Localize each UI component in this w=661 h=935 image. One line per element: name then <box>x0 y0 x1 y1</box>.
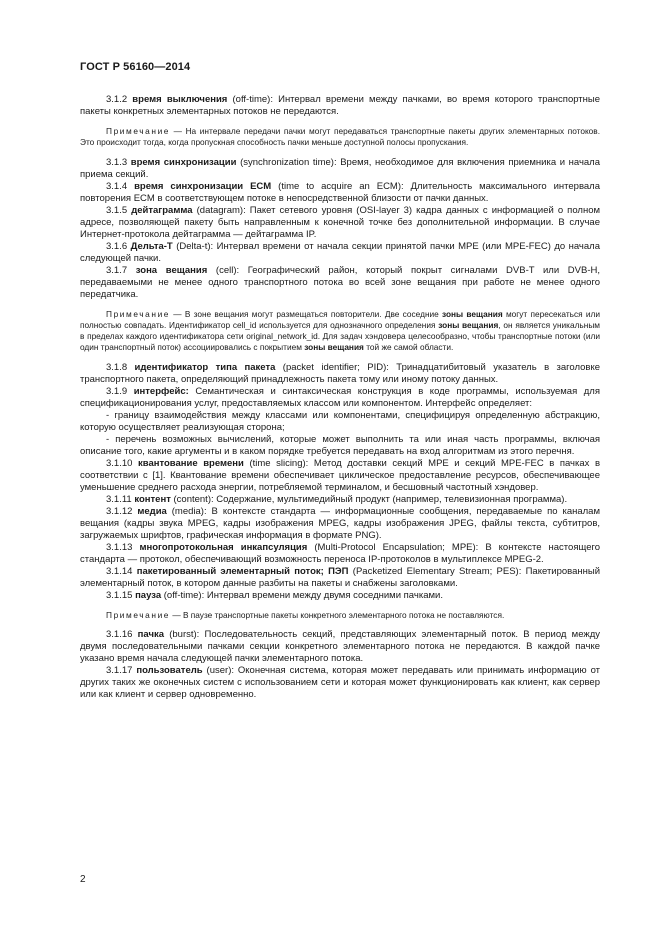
term: пауза <box>135 589 162 601</box>
note-text: — В зоне вещания могут размещаться повторители. Две соседние <box>173 308 439 319</box>
definition-3-1-3 <box>80 157 600 181</box>
term: контент <box>134 493 171 505</box>
definition-text: (user): Оконечная система, которая может передавать или принимать информацию от других таких же оконечных систем с использованием сети и которая может функционировать как клиент, как сервер или как клиент и сервер одновременно. <box>80 665 601 701</box>
definition-3-1-10 <box>80 458 600 494</box>
definition-text: (media): В контексте стандарта — информационные сообщения, передаваемые по каналам вещания (кадры звука MPEG, кадры изображения MPEG, кадры изображения JPEG, файлы текста, субтитров, загружаемых шрифтов, графическая информация в формате PNG). <box>80 505 600 541</box>
clause-number: 3.1.10 <box>106 457 133 469</box>
clause-number: 3.1.7 <box>106 264 128 276</box>
clause-number: 3.1.3 <box>106 156 128 168</box>
clause-number: 3.1.14 <box>106 565 133 577</box>
definition-text: (time slicing): Метод доставки секций MPE и секций MPE-FEC в пачках в соответствии с [1]. Квантование времени обеспечивает циклическое предоставление ресурсов, обеспечивающее уменьшение среднего расхода энергии, потребляемой терминалом, и бесшовный частотный хэндовер. <box>80 457 600 493</box>
term: интерфейс: <box>133 385 189 397</box>
definition-text: Семантическая и синтаксическая конструкция в коде программы, используемая для спецификационирования услуг, предоставляемых классом или компонентом. Интерфейс определяет: <box>80 385 600 409</box>
definition-text: (Multi-Protocol Encapsulation; MPE): В контексте настоящего стандарта — протокол, обеспечивающий возможность переноса IP-протоколов в мультиплексе MPEG-2. <box>80 541 601 565</box>
document-body <box>80 94 600 701</box>
note-3-1-15 <box>80 610 600 621</box>
term: Дельта-Т <box>130 240 173 252</box>
definition-text: (off-time): Интервал времени между двумя соседними пачками. <box>163 589 443 601</box>
definition-text: (packet identifier; PID): Тринадцатибитовый указатель в заголовке транспортного пакета, определяющий принадлежность пакета тому или иному потоку данных. <box>80 361 600 385</box>
note-label: Примечание <box>106 126 171 136</box>
definition-text: (Packetized Elementary Stream; PES): Пакетированный элементарный поток, в котором данные разбиты на пакеты и снабжены заголовками. <box>80 565 601 589</box>
definition-text: (off-time): Интервал времени между пачками, во время которого транспортные пакеты конкретных элементарных потоков не передаются. <box>80 94 601 117</box>
clause-number: 3.1.5 <box>106 204 128 216</box>
clause-number: 3.1.6 <box>106 240 128 252</box>
clause-number: 3.1.17 <box>106 665 133 677</box>
clause-number: 3.1.12 <box>106 505 133 517</box>
definition-text: (cell): Географический район, который покрыт сигналами DVB-T или DVB-H, передаваемыми не менее одного транспортного потока во всей зоне вещания при работе не менее одного передатчика. <box>80 264 600 300</box>
definition-3-1-6 <box>80 241 600 265</box>
note-term: зоны вещания <box>438 319 499 330</box>
note-3-1-2 <box>80 126 600 149</box>
clause-number: 3.1.16 <box>106 629 133 641</box>
definition-3-1-12 <box>80 506 600 542</box>
note-3-1-7 <box>80 309 600 354</box>
definition-text: (time to acquire an ECM): Длительность максимального интервала повторения ECM в соответствующем потоке в непосредственной близости от пачки данных. <box>80 180 600 204</box>
term: пользователь <box>136 665 203 677</box>
definition-text: (burst): Последовательность секций, представляющих элементарный поток. В период между двумя последовательными пачками секции конкретного элементарного потока не передаются. В каждой пачке указано время начала следующей пачки элементарного потока. <box>80 629 601 665</box>
term: дейтаграмма <box>131 204 193 216</box>
term: медиа <box>137 505 167 517</box>
note-text: , он является уникальным в пределах каждого идентификатора сети original_network_id. Для задач хэндовера целесообразно, чтобы транспортные потоки (или один транспортный поток) ассоциировались с покрытием <box>80 319 601 353</box>
definition-3-1-14 <box>80 566 600 590</box>
term: идентификатор типа пакета <box>134 361 276 373</box>
note-term: зоны вещания <box>442 308 503 319</box>
note-term: зоны вещания <box>304 342 364 353</box>
term: время выключения <box>132 94 228 105</box>
definition-3-1-4 <box>80 181 600 205</box>
definition-3-1-11 <box>80 494 600 506</box>
term: квантование времени <box>137 457 244 469</box>
definition-3-1-8 <box>80 362 600 386</box>
definition-3-1-5 <box>80 205 600 241</box>
clause-number: 3.1.4 <box>106 180 128 192</box>
note-text: — На интервале передачи пачки могут передаваться транспортные пакеты других элементарных потоков. Это происходит тогда, когда пропускная способность пачки меньше доступной полосы пропускания. <box>80 126 600 148</box>
note-label: Примечание <box>106 609 171 620</box>
definition-3-1-16 <box>80 629 600 665</box>
note-text: — В паузе транспортные пакеты конкретного элементарного потока не поставляются. <box>172 609 505 620</box>
note-text: могут пересекаться или полностью совпадать. Идентификатор cell_id используется для однозначного определения <box>80 308 600 330</box>
term: время синхронизации ECM <box>134 180 272 192</box>
list-item: - границу взаимодействия между классами или компонентами, специфицируя определенную абстракцию, которую осуществляет реализующая сторона; <box>80 409 600 433</box>
definition-3-1-2 <box>80 94 600 118</box>
clause-number: 3.1.13 <box>106 541 133 553</box>
note-text: той же самой области. <box>366 342 454 353</box>
term: пачка <box>137 629 164 641</box>
note-label: Примечание <box>106 308 171 319</box>
clause-number: 3.1.11 <box>106 493 132 505</box>
clause-number: 3.1.15 <box>106 589 133 601</box>
definition-text: (Delta-t): Интервал времени от начала секции принятой пачки MPE (или MPE-FEC) до начала следующей пачки. <box>80 240 600 264</box>
definition-text: (synchronization time): Время, необходимое для включения приемника и начала приема секций. <box>80 156 601 180</box>
definition-3-1-7 <box>80 265 600 301</box>
definition-3-1-17 <box>80 665 600 701</box>
term: зона вещания <box>135 264 208 276</box>
definition-3-1-9 <box>80 386 600 410</box>
definition-3-1-15 <box>80 590 600 602</box>
term: время синхронизации <box>130 156 237 168</box>
clause-number: 3.1.9 <box>106 385 128 397</box>
term: пакетированный элементарный поток; ПЭП <box>136 565 349 577</box>
definition-text: (content): Содержание, мультимедийный продукт (например, телевизионная программа). <box>173 493 568 505</box>
page-number: 2 <box>80 874 86 885</box>
clause-number: 3.1.2 <box>106 94 128 105</box>
definition-3-1-13 <box>80 542 600 566</box>
list-item: - перечень возможных вычислений, которые может выполнить та или иная часть программы, включая описание того, какие аргументы и в каком порядке требуется передавать на вход алгоритмам из этого перечня. <box>80 433 600 457</box>
definition-text: (datagram): Пакет сетевого уровня (OSI-layer 3) кадра данных с информацией о полном адресе, позволяющей пакету быть направленным к конечной точке без дополнительной информации. В случае Интернет-протокола дейтаграмма — дейтаграмма IP. <box>80 204 601 240</box>
clause-number: 3.1.8 <box>106 361 128 373</box>
document-header: ГОСТ Р 56160—2014 <box>80 61 191 73</box>
term: многопротокольная инкапсуляция <box>139 541 308 553</box>
